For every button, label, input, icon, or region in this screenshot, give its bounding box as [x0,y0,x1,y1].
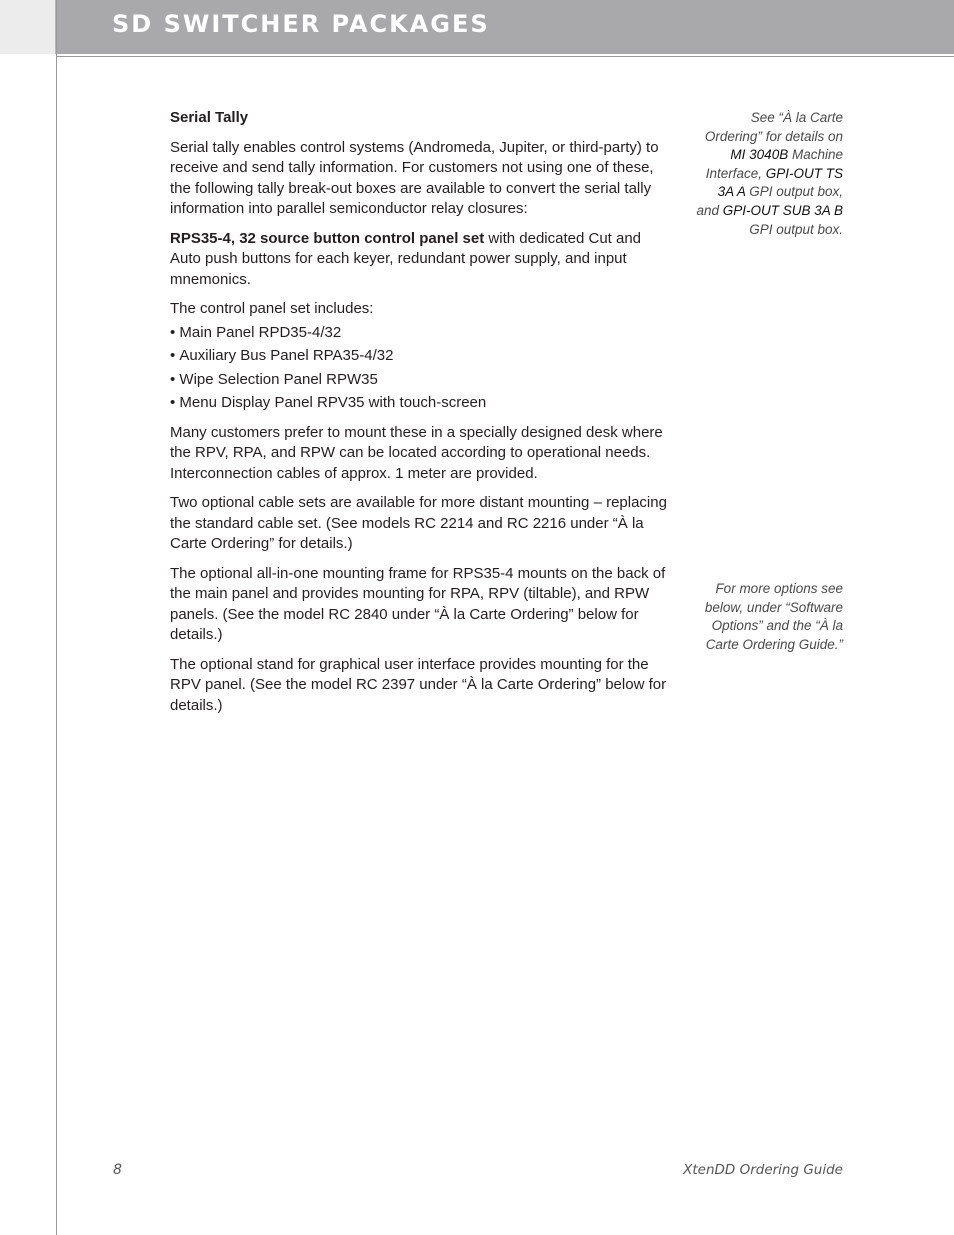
panel-list [170,323,675,414]
includes-intro: The control panel set includes: [170,300,374,317]
intro-paragraph: Serial tally enables control systems (Andromeda, Jupiter, or third-party) to receive and send tally information. For customers not using one of these, the following tally break-out boxes are available to convert the serial tally information into parallel semiconductor relay closures: [170,138,659,217]
rps-description: with dedicated Cut and Auto push buttons for each keyer, redundant power supply, and input mnemonics. [170,229,642,288]
page-number: 8 [113,1162,122,1178]
cables-paragraph: Two optional cable sets are available for more distant mounting – replacing the standard cable set. (See models RC 2214 and RC 2216 under “À la Carte Ordering” for details.) [170,494,667,552]
note-text: Machine Interface, [705,147,843,181]
list-item: • Auxiliary Bus Panel RPA35-4/32 [170,346,675,367]
note-text: GPI output box. [749,221,843,237]
note-text: GPI output box, and [696,184,843,218]
desk-paragraph: Many customers prefer to mount these in a specially designed desk where the RPV, RPA, and RPW can be located according to operational needs. Interconnection cables of approx. 1 meter are provided. [170,423,663,482]
section-heading: Serial Tally [170,109,249,126]
page-title: SD SWITCHER PACKAGES [112,10,490,38]
list-item: • Main Panel RPD35-4/32 [170,323,675,344]
header-tab [0,0,57,54]
sidebar-note-options: For more options see below, under “Software Options” and the “À la Carte Ordering Guide.” [704,581,843,652]
list-item: • Menu Display Panel RPV35 with touch-screen [170,393,675,414]
list-item: • Wipe Selection Panel RPW35 [170,370,675,391]
margin-divider [56,0,57,1235]
note-product-gpi-sub: GPI-OUT SUB 3A B [722,202,843,218]
rps-paragraph [170,229,675,291]
note-product-gpi-ts: GPI-OUT TS 3A A [717,165,843,200]
rps-lead: RPS35-4, 32 source button control panel set [170,229,485,247]
frame-paragraph: The optional all-in-one mounting frame for RPS35-4 mounts on the back of the main panel and provides mounting for RPA, RPV (tiltable), and RPW panels. (See the model RC 2840 under “À la Carte Ordering” below for details.) [170,564,666,643]
stand-paragraph: The optional stand for graphical user interface provides mounting for the RPV panel. (See the model RC 2397 under “À la Carte Ordering” below for details.) [170,655,667,714]
sidebar-note-ordering [693,109,843,239]
header-divider [57,56,954,57]
header-band [57,0,954,54]
footer-doc-title: XtenDD Ordering Guide [683,1162,843,1178]
note-product-mi: MI 3040B [730,147,789,163]
main-text-column [170,108,675,725]
note-text: See “À la Carte Ordering” for details on [704,110,843,144]
